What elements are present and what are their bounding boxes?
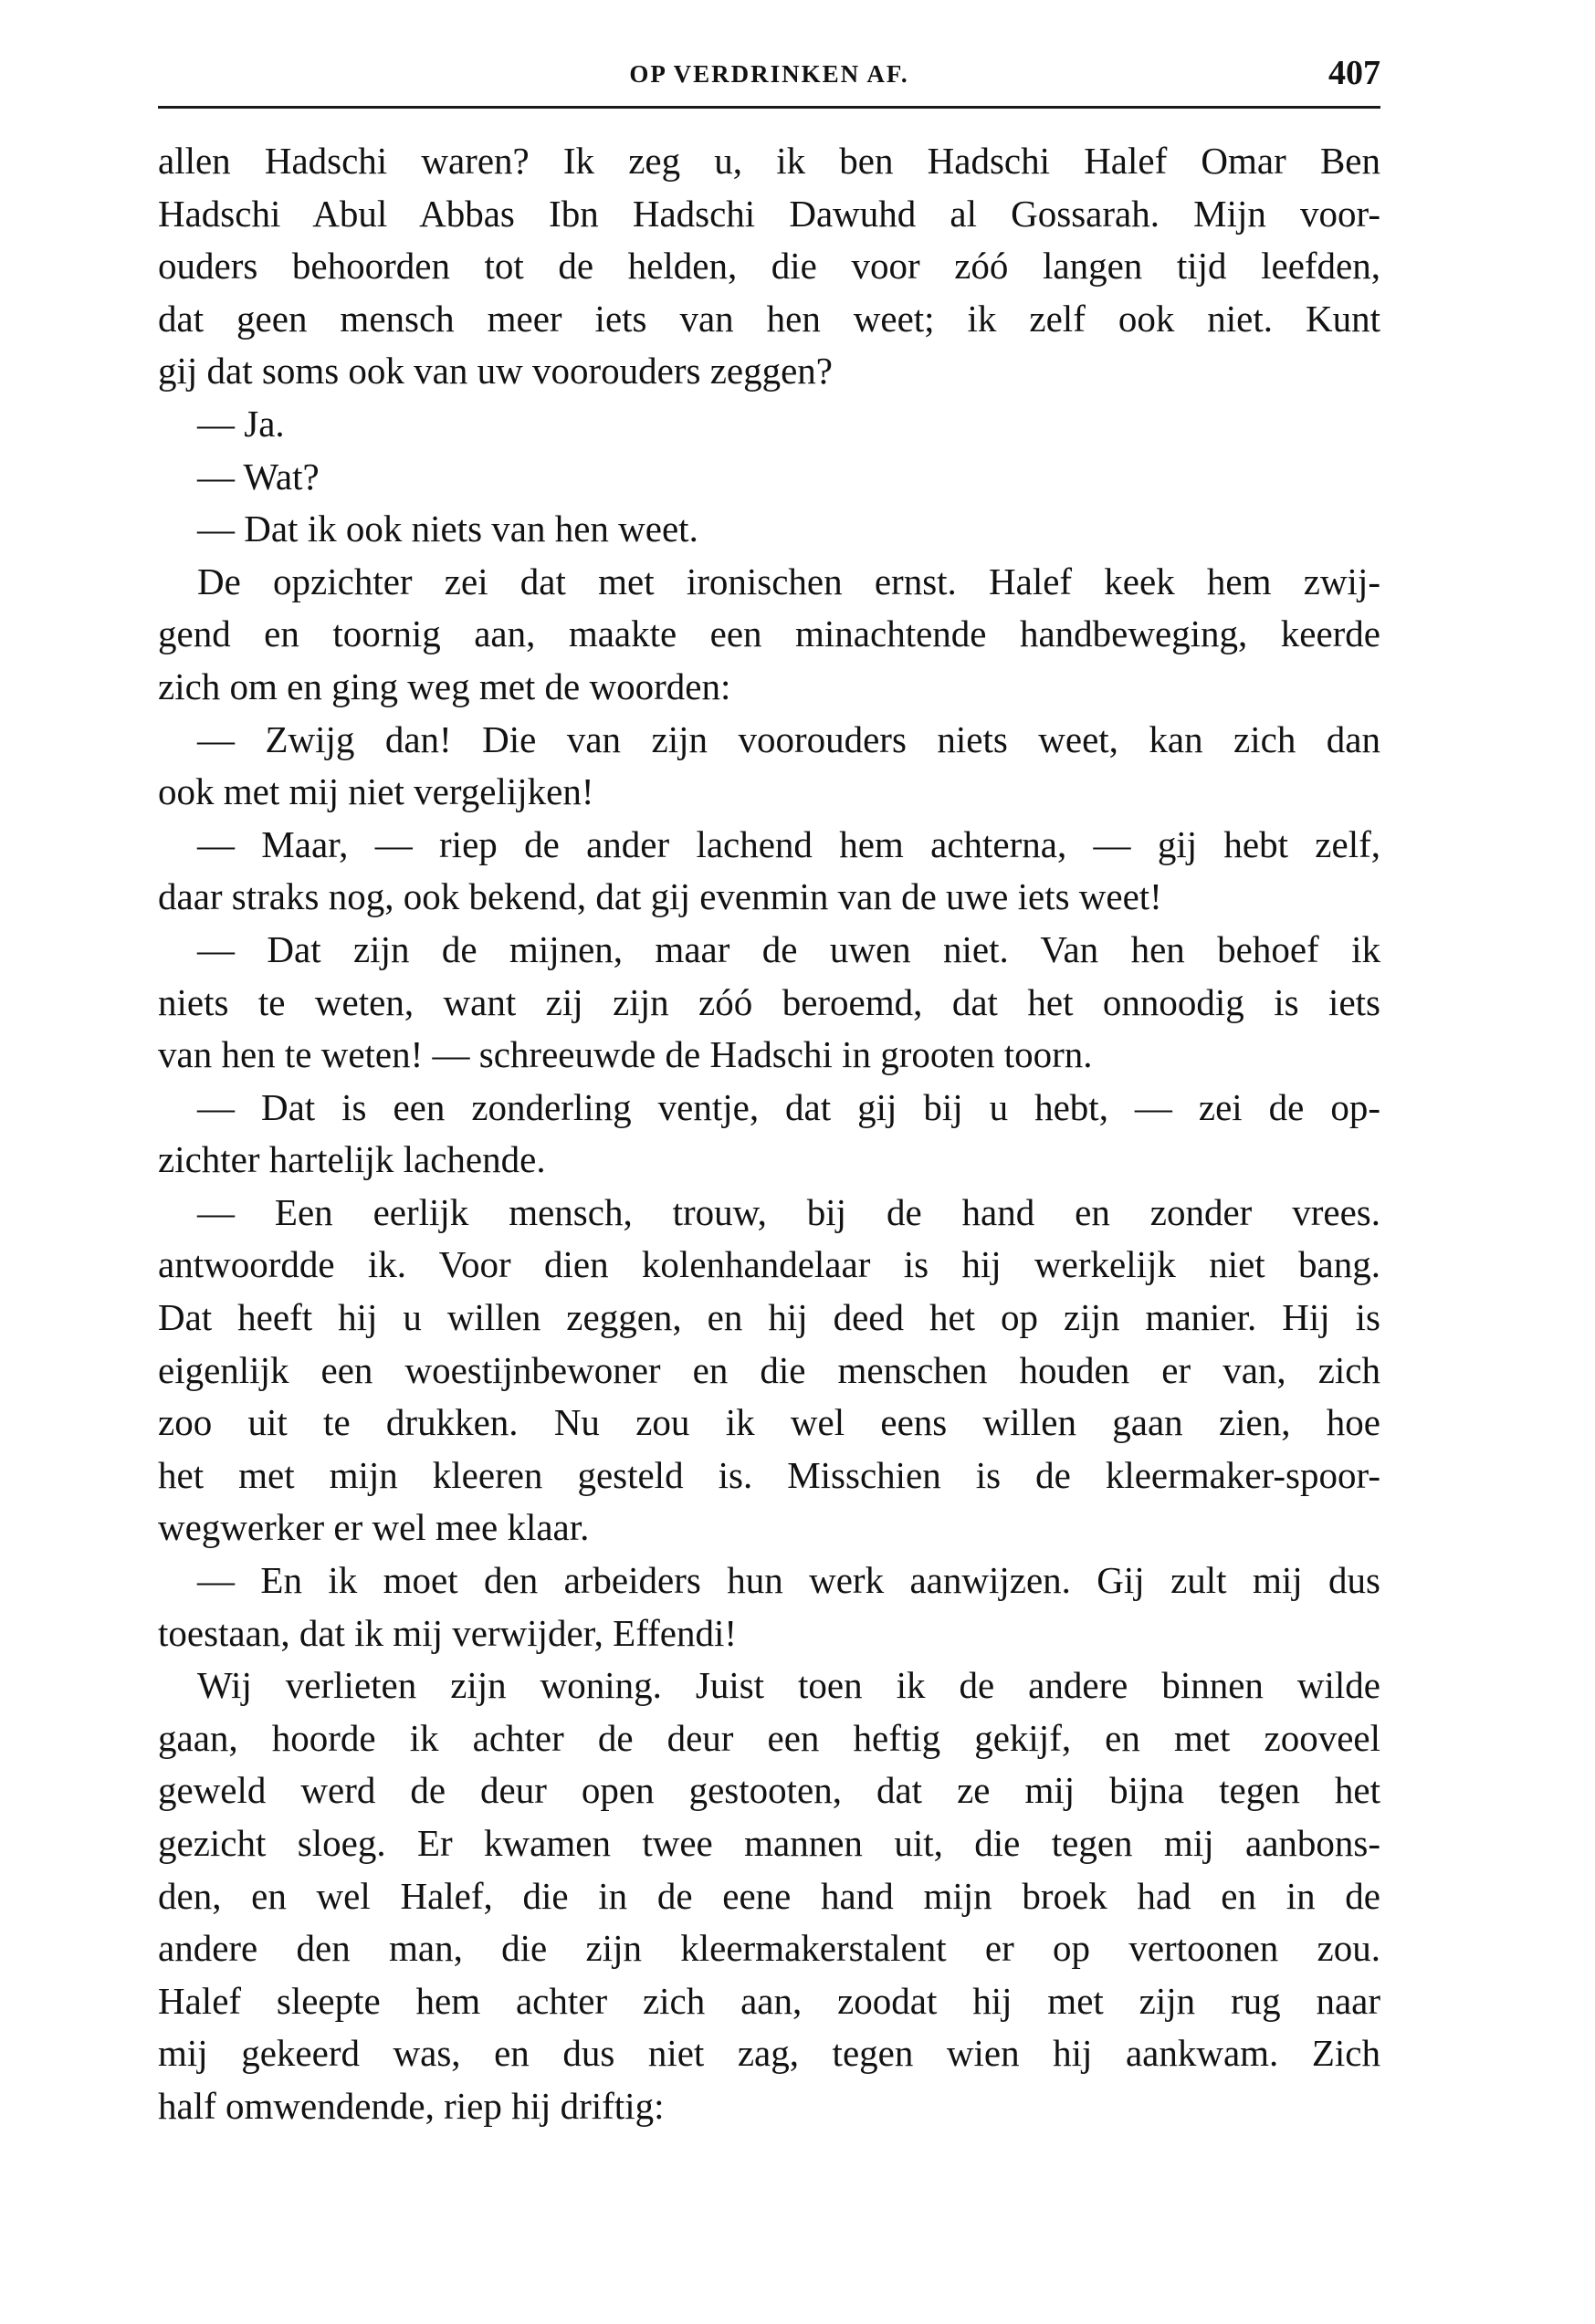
text-line: wegwerker er wel mee klaar.	[158, 1506, 590, 1549]
text-line: — Zwijg dan! Die van zijn voorouders niets weet, kan zich dan	[197, 717, 1380, 760]
text-line: antwoordde ik. Voor dien kolenhandelaar is hij werkelijk niet bang.	[158, 1243, 1380, 1286]
paragraph	[158, 819, 1380, 924]
text-line: De opzichter zei dat met ironischen ernst. Halef keek hem zwij-	[197, 560, 1380, 602]
text-line: gezicht sloeg. Er kwamen twee mannen uit, die tegen mij aanbons-	[158, 1822, 1380, 1864]
paragraph	[158, 503, 1380, 556]
header-rule	[158, 106, 1380, 109]
text-line: ouders behoorden tot de helden, die voor zóó langen tijd leefden,	[158, 245, 1380, 288]
text-line: Hadschi Abul Abbas Ibn Hadschi Dawuhd al Gossarah. Mijn voor-	[158, 192, 1380, 235]
text-line: — Wat?	[197, 455, 320, 497]
paragraph	[158, 398, 1380, 451]
text-line: zichter hartelijk lachende.	[158, 1138, 546, 1181]
text-line: ook met mij niet vergelijken!	[158, 770, 594, 813]
text-line: Wij verlieten zijn woning. Juist toen ik de andere binnen wilde	[197, 1664, 1380, 1707]
paragraph	[158, 714, 1380, 819]
text-line: eigenlijk een woestijnbewoner en die menschen houden er van, zich	[158, 1348, 1380, 1391]
text-line: toestaan, dat ik mij verwijder, Effendi!	[158, 1611, 738, 1654]
page-header	[158, 53, 1380, 99]
text-line: andere den man, die zijn kleermakerstalent er op vertoonen zou.	[158, 1927, 1380, 1970]
text-line: het met mijn kleeren gesteld is. Misschien is de kleermaker-spoor-	[158, 1453, 1380, 1496]
text-line: geweld werd de deur open gestooten, dat ze mij bijna tegen het	[158, 1769, 1380, 1812]
text-line: — Dat is een zonderling ventje, dat gij bij u hebt, — zei de op-	[197, 1085, 1380, 1128]
text-line: Halef sleepte hem achter zich aan, zoodat hij met zijn rug naar	[158, 1979, 1380, 2022]
paragraph	[158, 924, 1380, 1082]
text-line: — Dat ik ook niets van hen weet.	[197, 508, 698, 550]
text-line: mij gekeerd was, en dus niet zag, tegen wien hij aankwam. Zich	[158, 2032, 1380, 2075]
paragraph	[158, 1555, 1380, 1659]
paragraph	[158, 1082, 1380, 1187]
text-line: gaan, hoorde ik achter de deur een heftig gekijf, en met zooveel	[158, 1716, 1380, 1759]
paragraph	[158, 556, 1380, 714]
text-line: half omwendende, riep hij driftig:	[158, 2084, 665, 2127]
text-line: daar straks nog, ook bekend, dat gij evenmin van de uwe iets weet!	[158, 875, 1162, 918]
text-line: — Ja.	[197, 402, 285, 445]
text-line: allen Hadschi waren? Ik zeg u, ik ben Hadschi Halef Omar Ben	[158, 140, 1380, 182]
paragraph	[158, 135, 1380, 398]
text-line: gij dat soms ook van uw voorouders zeggen?	[158, 350, 833, 393]
running-title: OP VERDRINKEN AF.	[629, 60, 909, 88]
text-line: gend en toornig aan, maakte een minachtende handbeweging, keerde	[158, 612, 1380, 655]
paragraph	[158, 1187, 1380, 1555]
text-line: dat geen mensch meer iets van hen weet; ik zelf ook niet. Kunt	[158, 297, 1380, 340]
text-line: zich om en ging weg met de woorden:	[158, 665, 731, 707]
text-line: — Een eerlijk mensch, trouw, bij de hand en zonder vrees.	[197, 1190, 1380, 1233]
text-line: niets te weten, want zij zijn zóó beroemd, dat het onnoodig is iets	[158, 980, 1380, 1023]
paragraph	[158, 1659, 1380, 2132]
text-line: — Dat zijn de mijnen, maar de uwen niet. Van hen behoef ik	[197, 927, 1380, 970]
text-line: zoo uit te drukken. Nu zou ik wel eens willen gaan zien, hoe	[158, 1401, 1380, 1444]
text-line: — Maar, — riep de ander lachend hem achterna, — gij hebt zelf,	[197, 822, 1380, 865]
page-number: 407	[1328, 54, 1380, 92]
text-line: Dat heeft hij u willen zeggen, en hij deed het op zijn manier. Hij is	[158, 1296, 1380, 1339]
text-line: — En ik moet den arbeiders hun werk aanwijzen. Gij zult mij dus	[197, 1559, 1380, 1602]
paragraph	[158, 451, 1380, 504]
body-text	[158, 135, 1380, 2133]
text-line: van hen te weten! — schreeuwde de Hadschi in grooten toorn.	[158, 1033, 1093, 1076]
text-line: den, en wel Halef, die in de eene hand mijn broek had en in de	[158, 1874, 1380, 1917]
